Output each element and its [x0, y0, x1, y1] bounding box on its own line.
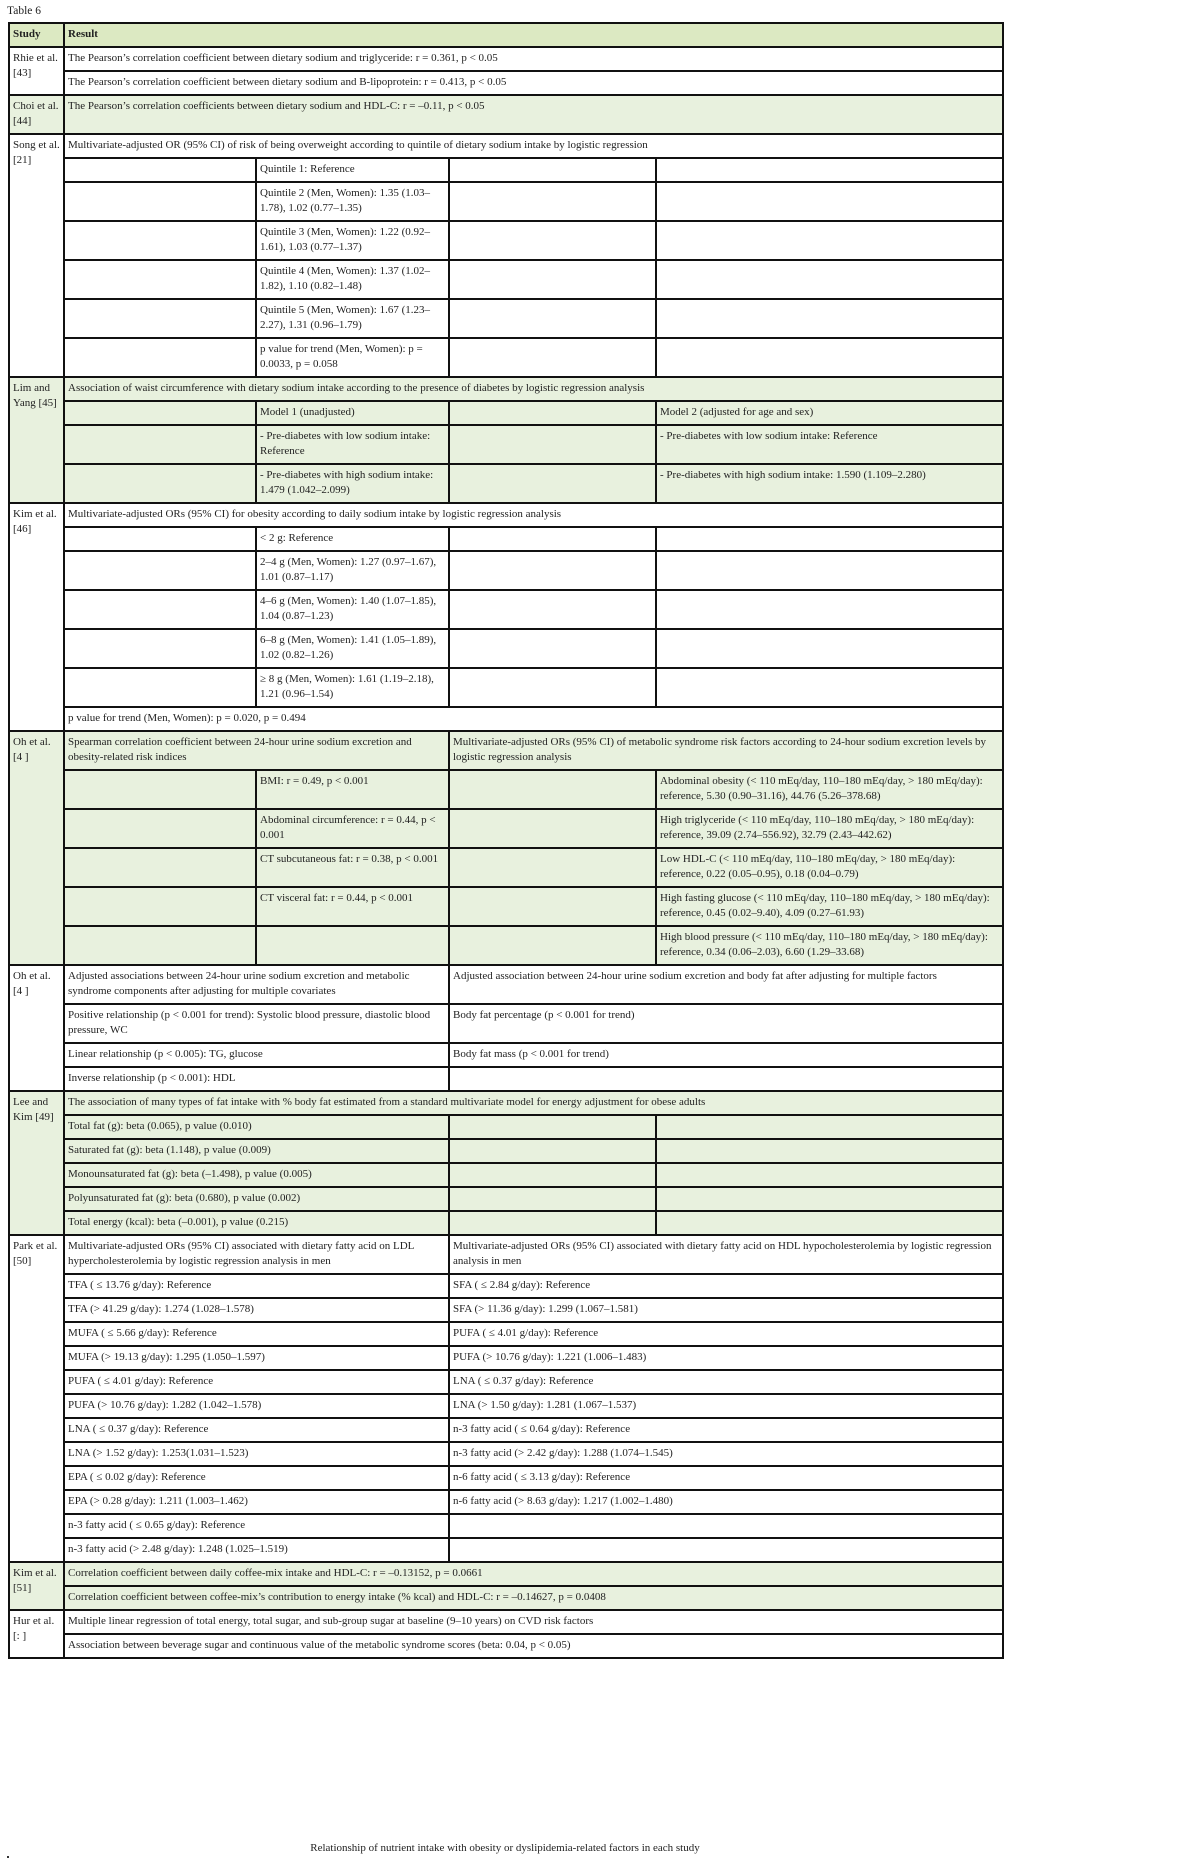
- header-study: Study: [9, 23, 64, 47]
- section-title: Association of waist circumference with dietary sodium intake according to the presence of diabetes by logistic regression analysis: [64, 377, 1003, 401]
- association-cell: Positive relationship (p < 0.001 for trend): Systolic blood pressure, diastolic blood pressure, WC: [64, 1004, 449, 1043]
- table-row: [9, 1067, 1003, 1091]
- section-title: Multivariate-adjusted ORs (95% CI) for obesity according to daily sodium intake by logistic regression analysis: [64, 503, 1003, 527]
- result-cell: Quintile 2 (Men, Women): 1.35 (1.03–1.78), 1.02 (0.77–1.35): [256, 182, 449, 221]
- correlation-cell: CT visceral fat: r = 0.44, p < 0.001: [256, 887, 449, 926]
- ldl-cell: LNA ( ≤ 0.37 g/day): Reference: [64, 1418, 449, 1442]
- empty-cell: [656, 629, 1003, 668]
- table-row: [9, 1634, 1003, 1658]
- study-cell: Oh et al. [4 ]: [9, 965, 64, 1091]
- hdl-cell: LNA (> 1.50 g/day): 1.281 (1.067–1.537): [449, 1394, 1003, 1418]
- empty-cell: [656, 590, 1003, 629]
- section-title: The association of many types of fat intake with % body fat estimated from a standard multivariate model for energy adjustment for obese adults: [64, 1091, 1003, 1115]
- table-row: [9, 47, 1003, 71]
- association-cell: Body fat mass (p < 0.001 for trend): [449, 1043, 1003, 1067]
- empty-cell: [449, 464, 656, 503]
- ldl-cell: PUFA (> 10.76 g/day): 1.282 (1.042–1.578): [64, 1394, 449, 1418]
- result-cell: Correlation coefficient between coffee-mix’s contribution to energy intake (% kcal) and HDL-C: r = –0.14627, p = 0.0408: [64, 1586, 1003, 1610]
- empty-cell: [656, 1115, 1003, 1139]
- table-row: [9, 425, 1003, 464]
- table-row: [9, 260, 1003, 299]
- ldl-cell: TFA (> 41.29 g/day): 1.274 (1.028–1.578): [64, 1298, 449, 1322]
- table-row: [9, 1163, 1003, 1187]
- section-title: Multivariate-adjusted ORs (95% CI) associated with dietary fatty acid on LDL hypercholesterolemia by logistic regression analysis in men: [64, 1235, 449, 1274]
- table-row: [9, 1490, 1003, 1514]
- table-row: [9, 1115, 1003, 1139]
- empty-cell: [64, 158, 256, 182]
- table-row: [9, 887, 1003, 926]
- empty-cell: [449, 527, 656, 551]
- association-cell: Body fat percentage (p < 0.001 for trend): [449, 1004, 1003, 1043]
- empty-cell: [449, 182, 656, 221]
- ldl-cell: EPA (> 0.28 g/day): 1.211 (1.003–1.462): [64, 1490, 449, 1514]
- table-row: [9, 1514, 1003, 1538]
- empty-cell: [64, 590, 256, 629]
- section-title: Adjusted association between 24-hour urine sodium excretion and body fat after adjusting for multiple factors: [449, 965, 1003, 1004]
- hdl-cell: LNA ( ≤ 0.37 g/day): Reference: [449, 1370, 1003, 1394]
- empty-cell: [449, 926, 656, 965]
- empty-cell: [64, 464, 256, 503]
- empty-cell: [449, 338, 656, 377]
- risk-factor-cell: High blood pressure (< 110 mEq/day, 110–180 mEq/day, > 180 mEq/day): reference, 0.34 (0.06–2.03), 6.60 (1.29–33.68): [656, 926, 1003, 965]
- association-cell: Linear relationship (p < 0.005): TG, glucose: [64, 1043, 449, 1067]
- empty-cell: [449, 260, 656, 299]
- model2-cell: Model 2 (adjusted for age and sex): [656, 401, 1003, 425]
- empty-cell: [64, 926, 256, 965]
- result-cell: Total energy (kcal): beta (–0.001), p value (0.215): [64, 1211, 449, 1235]
- empty-cell: [64, 260, 256, 299]
- hdl-cell: n-6 fatty acid (> 8.63 g/day): 1.217 (1.002–1.480): [449, 1490, 1003, 1514]
- model1-cell: - Pre-diabetes with high sodium intake: 1.479 (1.042–2.099): [256, 464, 449, 503]
- table-row: [9, 503, 1003, 527]
- result-cell: Monounsaturated fat (g): beta (–1.498), p value (0.005): [64, 1163, 449, 1187]
- table-row: [9, 770, 1003, 809]
- result-cell: Polyunsaturated fat (g): beta (0.680), p value (0.002): [64, 1187, 449, 1211]
- table-row: [9, 1004, 1003, 1043]
- ldl-cell: LNA (> 1.52 g/day): 1.253(1.031–1.523): [64, 1442, 449, 1466]
- table-row: [9, 464, 1003, 503]
- empty-cell: [449, 848, 656, 887]
- section-title: Spearman correlation coefficient between 24-hour urine sodium excretion and obesity-related risk indices: [64, 731, 449, 770]
- study-cell: Kim et al. [51]: [9, 1562, 64, 1610]
- empty-cell: [64, 299, 256, 338]
- hdl-cell: PUFA (> 10.76 g/day): 1.221 (1.006–1.483): [449, 1346, 1003, 1370]
- table-row: [9, 1235, 1003, 1274]
- empty-cell: [64, 551, 256, 590]
- table-row: [9, 1610, 1003, 1634]
- empty-cell: [64, 182, 256, 221]
- empty-cell: [449, 668, 656, 707]
- table-row: [9, 1187, 1003, 1211]
- correlation-cell: Abdominal circumference: r = 0.44, p < 0.001: [256, 809, 449, 848]
- table-row: [9, 629, 1003, 668]
- model2-cell: - Pre-diabetes with high sodium intake: 1.590 (1.109–2.280): [656, 464, 1003, 503]
- empty-cell: [449, 1211, 656, 1235]
- table-row: [9, 1466, 1003, 1490]
- empty-cell: [449, 590, 656, 629]
- table-row: [9, 1346, 1003, 1370]
- model1-cell: Model 1 (unadjusted): [256, 401, 449, 425]
- ldl-cell: n-3 fatty acid ( ≤ 0.65 g/day): Reference: [64, 1514, 449, 1538]
- result-cell: Saturated fat (g): beta (1.148), p value (0.009): [64, 1139, 449, 1163]
- table-caption: Relationship of nutrient intake with obesity or dyslipidemia-related factors in each study: [310, 1842, 700, 1854]
- empty-cell: [449, 1187, 656, 1211]
- study-cell: Hur et al. [: ]: [9, 1610, 64, 1658]
- result-cell: 2–4 g (Men, Women): 1.27 (0.97–1.67), 1.01 (0.87–1.17): [256, 551, 449, 590]
- table-row: [9, 338, 1003, 377]
- table-row: [9, 1298, 1003, 1322]
- hdl-cell: PUFA ( ≤ 4.01 g/day): Reference: [449, 1322, 1003, 1346]
- empty-cell: [64, 809, 256, 848]
- association-cell: Inverse relationship (p < 0.001): HDL: [64, 1067, 449, 1091]
- hdl-cell: [449, 1538, 1003, 1562]
- result-cell: The Pearson’s correlation coefficient between dietary sodium and triglyceride: r = 0.361, p < 0.05: [64, 47, 1003, 71]
- hdl-cell: n-6 fatty acid ( ≤ 3.13 g/day): Reference: [449, 1466, 1003, 1490]
- model2-cell: - Pre-diabetes with low sodium intake: Reference: [656, 425, 1003, 464]
- empty-cell: [64, 221, 256, 260]
- table-row: [9, 158, 1003, 182]
- empty-cell: [449, 551, 656, 590]
- empty-cell: [656, 1187, 1003, 1211]
- empty-cell: [656, 1139, 1003, 1163]
- empty-cell: [449, 401, 656, 425]
- empty-cell: [449, 887, 656, 926]
- study-cell: Kim et al. [46]: [9, 503, 64, 731]
- table-row: [9, 1418, 1003, 1442]
- empty-cell: [64, 887, 256, 926]
- empty-cell: [449, 1115, 656, 1139]
- empty-cell: [656, 551, 1003, 590]
- empty-cell: [656, 338, 1003, 377]
- table-row: [9, 731, 1003, 770]
- table-row: [9, 527, 1003, 551]
- table-row: [9, 1562, 1003, 1586]
- result-cell: Association between beverage sugar and continuous value of the metabolic syndrome scores (beta: 0.04, p < 0.05): [64, 1634, 1003, 1658]
- table-label: Table 6: [7, 5, 42, 17]
- empty-cell: [656, 221, 1003, 260]
- empty-cell: [656, 158, 1003, 182]
- empty-cell: [64, 848, 256, 887]
- empty-cell: [449, 425, 656, 464]
- study-cell: Choi et al. [44]: [9, 95, 64, 134]
- empty-cell: [64, 527, 256, 551]
- table-row: [9, 1091, 1003, 1115]
- page-mark: [7, 1856, 9, 1858]
- study-cell: Park et al. [50]: [9, 1235, 64, 1562]
- table-row: [9, 1043, 1003, 1067]
- correlation-cell: CT subcutaneous fat: r = 0.38, p < 0.001: [256, 848, 449, 887]
- model1-cell: - Pre-diabetes with low sodium intake: Reference: [256, 425, 449, 464]
- ldl-cell: MUFA ( ≤ 5.66 g/day): Reference: [64, 1322, 449, 1346]
- hdl-cell: SFA ( ≤ 2.84 g/day): Reference: [449, 1274, 1003, 1298]
- empty-cell: [656, 1163, 1003, 1187]
- table-row: [9, 377, 1003, 401]
- empty-cell: [64, 425, 256, 464]
- risk-factor-cell: Low HDL-C (< 110 mEq/day, 110–180 mEq/day, > 180 mEq/day): reference, 0.22 (0.05–0.95), 0.18 (0.04–0.79): [656, 848, 1003, 887]
- empty-cell: [449, 809, 656, 848]
- trend-cell: p value for trend (Men, Women): p = 0.020, p = 0.494: [64, 707, 1003, 731]
- result-cell: The Pearson’s correlation coefficient between dietary sodium and B-lipoprotein: r = 0.413, p < 0.05: [64, 71, 1003, 95]
- empty-cell: [449, 158, 656, 182]
- result-cell: Quintile 4 (Men, Women): 1.37 (1.02–1.82), 1.10 (0.82–1.48): [256, 260, 449, 299]
- hdl-cell: [449, 1514, 1003, 1538]
- empty-cell: [656, 1211, 1003, 1235]
- empty-cell: [656, 527, 1003, 551]
- result-cell: Quintile 1: Reference: [256, 158, 449, 182]
- result-cell: Multiple linear regression of total energy, total sugar, and sub-group sugar at baseline (9–10 years) on CVD risk factors: [64, 1610, 1003, 1634]
- empty-cell: [64, 770, 256, 809]
- empty-cell: [64, 401, 256, 425]
- empty-cell: [656, 668, 1003, 707]
- empty-cell: [64, 338, 256, 377]
- table-row: [9, 1370, 1003, 1394]
- table-row: [9, 1211, 1003, 1235]
- correlation-cell: BMI: r = 0.49, p < 0.001: [256, 770, 449, 809]
- empty-cell: [656, 260, 1003, 299]
- table-row: [9, 299, 1003, 338]
- table-row: [9, 965, 1003, 1004]
- study-cell: Oh et al. [4 ]: [9, 731, 64, 965]
- table-row: [9, 1322, 1003, 1346]
- result-cell: p value for trend (Men, Women): p = 0.0033, p = 0.058: [256, 338, 449, 377]
- result-cell: Quintile 5 (Men, Women): 1.67 (1.23–2.27), 1.31 (0.96–1.79): [256, 299, 449, 338]
- empty-cell: [449, 770, 656, 809]
- table-row: [9, 1442, 1003, 1466]
- table-row: [9, 551, 1003, 590]
- table-row: [9, 707, 1003, 731]
- empty-cell: [449, 299, 656, 338]
- risk-factor-cell: High triglyceride (< 110 mEq/day, 110–180 mEq/day, > 180 mEq/day): reference, 39.09 (2.74–556.92), 32.79 (2.43–442.62): [656, 809, 1003, 848]
- result-cell: 6–8 g (Men, Women): 1.41 (1.05–1.89), 1.02 (0.82–1.26): [256, 629, 449, 668]
- ldl-cell: TFA ( ≤ 13.76 g/day): Reference: [64, 1274, 449, 1298]
- table-row: [9, 71, 1003, 95]
- empty-cell: [656, 182, 1003, 221]
- study-cell: Rhie et al. [43]: [9, 47, 64, 95]
- table-row: [9, 668, 1003, 707]
- empty-cell: [449, 629, 656, 668]
- study-cell: Lee and Kim [49]: [9, 1091, 64, 1235]
- result-cell: Quintile 3 (Men, Women): 1.22 (0.92–1.61), 1.03 (0.77–1.37): [256, 221, 449, 260]
- table-row: [9, 809, 1003, 848]
- result-cell: 4–6 g (Men, Women): 1.40 (1.07–1.85), 1.04 (0.87–1.23): [256, 590, 449, 629]
- table-row: [9, 848, 1003, 887]
- ldl-cell: PUFA ( ≤ 4.01 g/day): Reference: [64, 1370, 449, 1394]
- table-row: [9, 401, 1003, 425]
- ldl-cell: n-3 fatty acid (> 2.48 g/day): 1.248 (1.025–1.519): [64, 1538, 449, 1562]
- table-row: [9, 95, 1003, 134]
- ldl-cell: EPA ( ≤ 0.02 g/day): Reference: [64, 1466, 449, 1490]
- risk-factor-cell: High fasting glucose (< 110 mEq/day, 110–180 mEq/day, > 180 mEq/day): reference, 0.45 (0.02–9.40), 4.09 (0.27–61.93): [656, 887, 1003, 926]
- table-row: [9, 1274, 1003, 1298]
- result-cell: < 2 g: Reference: [256, 527, 449, 551]
- table-row: [9, 134, 1003, 158]
- table-row: [9, 926, 1003, 965]
- hdl-cell: SFA (> 11.36 g/day): 1.299 (1.067–1.581): [449, 1298, 1003, 1322]
- ldl-cell: MUFA (> 19.13 g/day): 1.295 (1.050–1.597): [64, 1346, 449, 1370]
- empty-cell: [64, 629, 256, 668]
- header-result: Result: [64, 23, 1003, 47]
- section-title: Multivariate-adjusted OR (95% CI) of risk of being overweight according to quintile of dietary sodium intake by logistic regression: [64, 134, 1003, 158]
- table-row: [9, 1586, 1003, 1610]
- empty-cell: [449, 221, 656, 260]
- correlation-cell: [256, 926, 449, 965]
- table-row: [9, 182, 1003, 221]
- table-row: [9, 1139, 1003, 1163]
- association-cell: [449, 1067, 1003, 1091]
- risk-factor-cell: Abdominal obesity (< 110 mEq/day, 110–180 mEq/day, > 180 mEq/day): reference, 5.30 (0.90–31.16), 44.76 (5.26–378.68): [656, 770, 1003, 809]
- empty-cell: [64, 668, 256, 707]
- study-cell: Song et al. [21]: [9, 134, 64, 377]
- result-cell: Correlation coefficient between daily coffee-mix intake and HDL-C: r = –0.13152, p = 0.0661: [64, 1562, 1003, 1586]
- study-cell: Lim and Yang [45]: [9, 377, 64, 503]
- section-title: Adjusted associations between 24-hour urine sodium excretion and metabolic syndrome components after adjusting for multiple covariates: [64, 965, 449, 1004]
- table-row: [9, 590, 1003, 629]
- hdl-cell: n-3 fatty acid (> 2.42 g/day): 1.288 (1.074–1.545): [449, 1442, 1003, 1466]
- table-row: [9, 1394, 1003, 1418]
- table-row: [9, 1538, 1003, 1562]
- hdl-cell: n-3 fatty acid ( ≤ 0.64 g/day): Reference: [449, 1418, 1003, 1442]
- result-cell: ≥ 8 g (Men, Women): 1.61 (1.19–2.18), 1.21 (0.96–1.54): [256, 668, 449, 707]
- empty-cell: [449, 1139, 656, 1163]
- section-title: Multivariate-adjusted ORs (95% CI) of metabolic syndrome risk factors according to 24-hour sodium excretion levels by logistic regression analysis: [449, 731, 1003, 770]
- table-row: [9, 221, 1003, 260]
- results-table: [8, 22, 1004, 1659]
- result-cell: Total fat (g): beta (0.065), p value (0.010): [64, 1115, 449, 1139]
- empty-cell: [449, 1163, 656, 1187]
- section-title: Multivariate-adjusted ORs (95% CI) associated with dietary fatty acid on HDL hypocholesterolemia by logistic regression analysis in men: [449, 1235, 1003, 1274]
- empty-cell: [656, 299, 1003, 338]
- result-cell: The Pearson’s correlation coefficients between dietary sodium and HDL-C: r = –0.11, p < 0.05: [64, 95, 1003, 134]
